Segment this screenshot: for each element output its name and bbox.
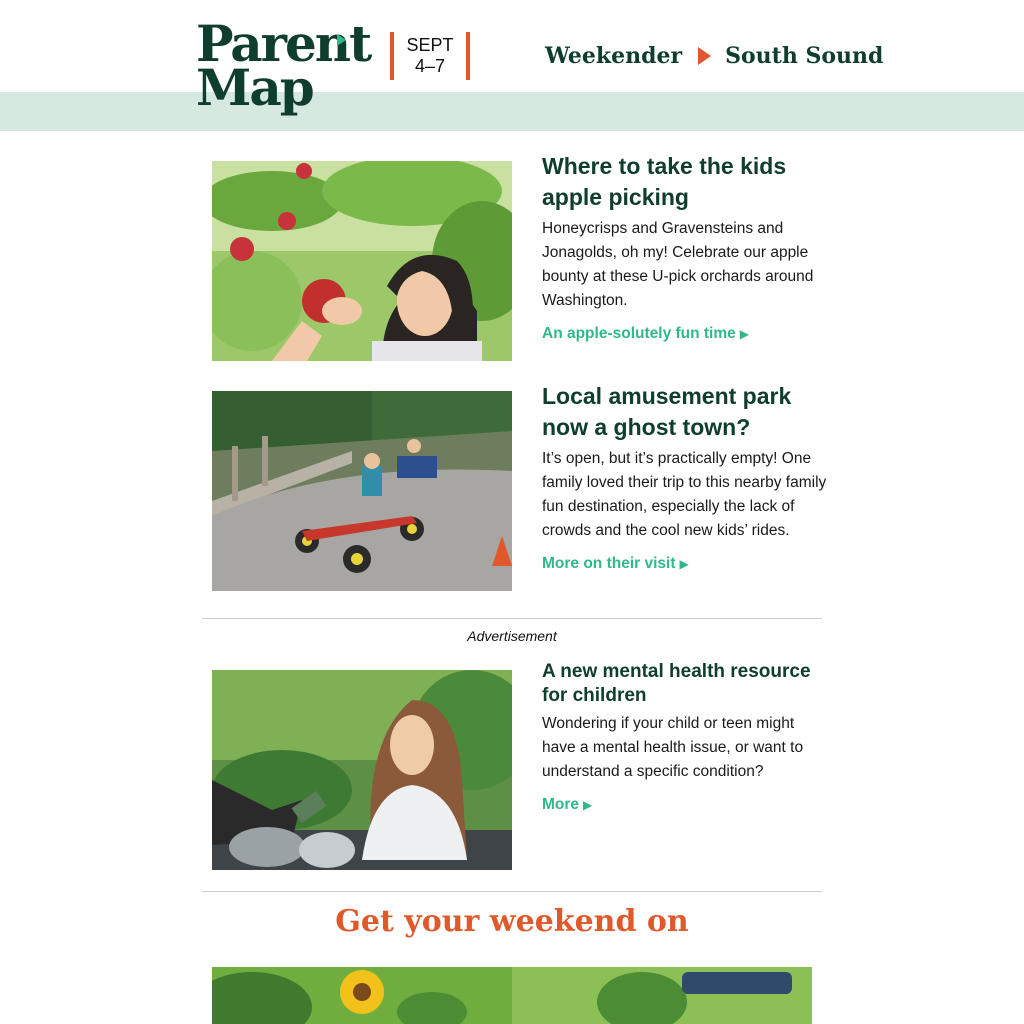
article-text <box>542 153 827 345</box>
article-title[interactable]: Where to take the kids apple picking <box>542 153 787 210</box>
logo-triangle-icon <box>337 34 346 46</box>
advertisement-label: Advertisement <box>467 628 557 644</box>
breadcrumb-section[interactable]: Weekender <box>545 43 683 69</box>
article-link[interactable] <box>542 323 749 345</box>
article-link-label: An apple-solutely fun time <box>542 325 736 342</box>
breadcrumb-arrow-icon <box>698 47 711 65</box>
article-description: Wondering if your child or teen might have a mental health issue, or want to understand a specific condition? <box>542 715 804 780</box>
article-text <box>542 661 827 816</box>
article-link-label: More <box>542 796 580 813</box>
article-text <box>542 383 827 575</box>
weekend-heading: Get your weekend on <box>335 904 689 939</box>
apple-picking-photo[interactable] <box>212 161 512 361</box>
breadcrumb-region[interactable]: South Sound <box>725 43 884 69</box>
article-description: Honeycrisps and Gravensteins and Jonagolds, oh my! Celebrate our apple bounty at these U-pick orchards around Washington. <box>542 220 814 309</box>
play-arrow-icon: ▶ <box>679 557 689 571</box>
article-title[interactable]: Local amusement park now a ghost town? <box>542 383 792 440</box>
play-arrow-icon: ▶ <box>583 798 593 812</box>
article-link[interactable] <box>542 794 592 816</box>
header-band <box>0 92 1024 131</box>
play-arrow-icon: ▶ <box>739 327 749 341</box>
logo-line-1: Parent <box>196 14 371 73</box>
date-badge <box>390 32 470 80</box>
article-description: It’s open, but it’s practically empty! One family loved their trip to this nearby family fun destination, especially the lack of crowds and the cool new kids’ rides. <box>542 450 827 539</box>
date-range: 4–7 <box>414 56 446 76</box>
breadcrumb <box>545 40 883 72</box>
divider <box>202 891 822 892</box>
parentmap-logo[interactable] <box>196 14 371 124</box>
article-link-label: More on their visit <box>542 555 676 572</box>
divider <box>202 618 822 619</box>
date-month: SEPT <box>406 35 454 55</box>
sunflower-hero-photo[interactable] <box>212 967 812 1024</box>
amusement-park-photo[interactable] <box>212 391 512 591</box>
logo-line-2: Map <box>196 58 313 117</box>
mental-health-photo[interactable] <box>212 670 512 870</box>
article-link[interactable] <box>542 553 689 575</box>
article-title[interactable]: A new mental health resource for children <box>542 661 811 706</box>
